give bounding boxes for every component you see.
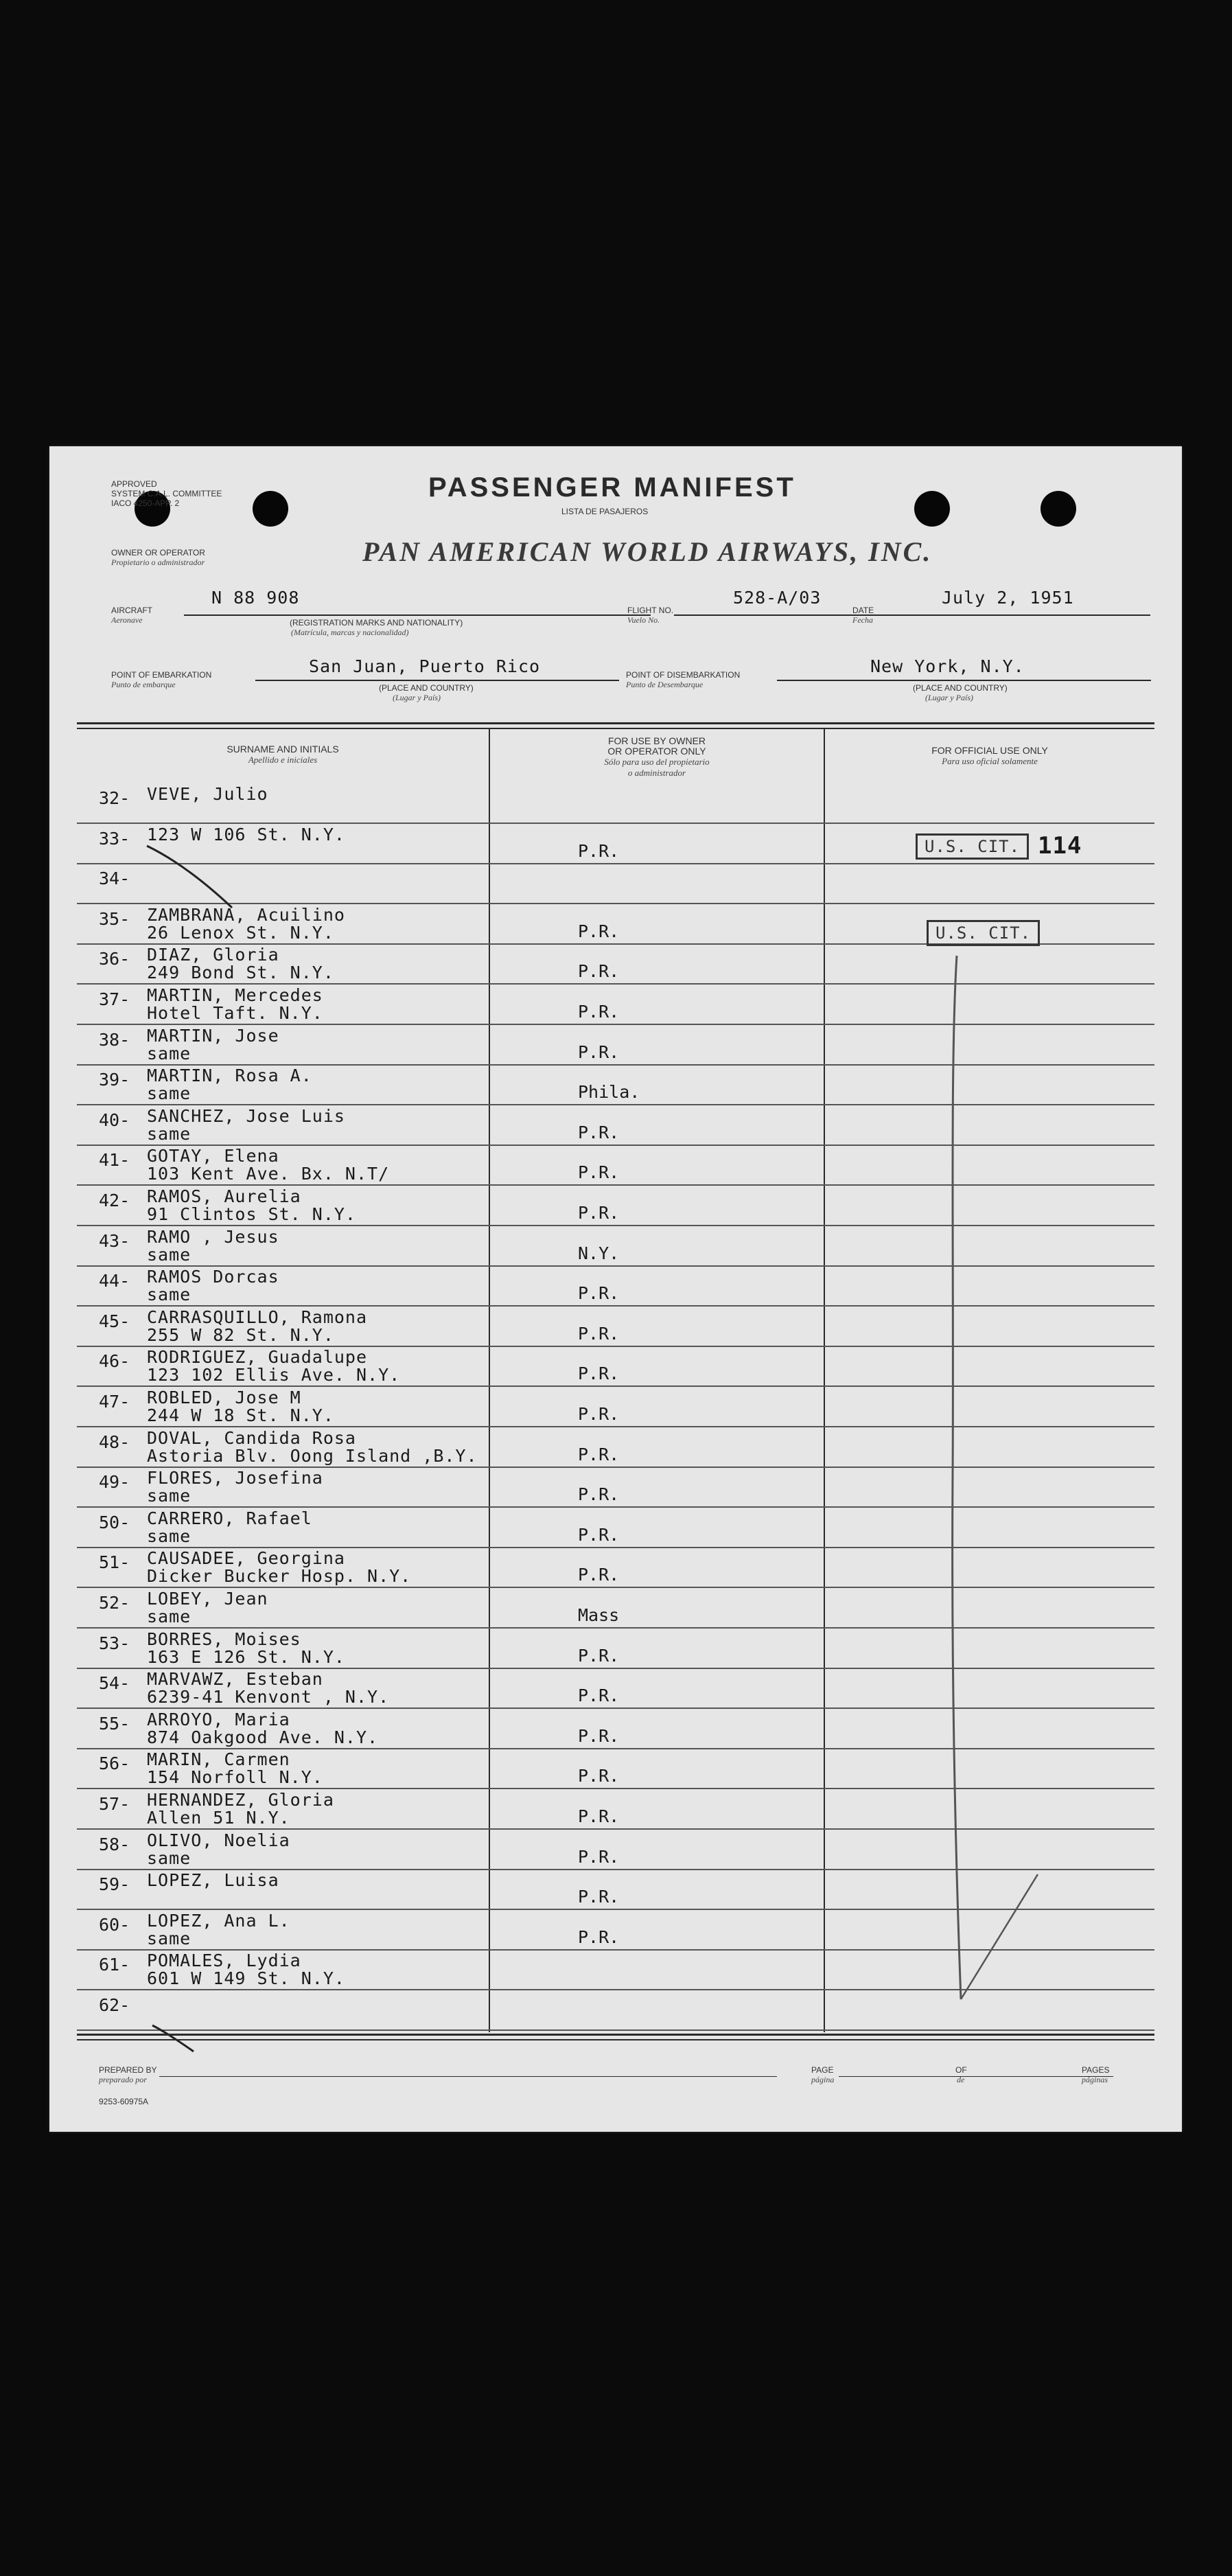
origin-code: P.R. bbox=[578, 1725, 620, 1746]
of-label: OF bbox=[955, 2065, 967, 2075]
passenger-address: 249 Bond St. N.Y. bbox=[147, 963, 334, 983]
passenger-name: RAMOS, Aurelia bbox=[147, 1186, 301, 1206]
passenger-name: CAUSADEE, Georgina bbox=[147, 1548, 345, 1569]
row-number: 41- bbox=[99, 1150, 130, 1171]
col2-label-es-1: Sólo para uso del propietario bbox=[604, 757, 710, 767]
page-subtitle: LISTA DE PASAJEROS bbox=[561, 507, 649, 516]
aircraft-label-es: Aeronave bbox=[111, 615, 143, 625]
citizenship-stamp-2: U.S. CIT. bbox=[927, 920, 1040, 946]
row-number: 61- bbox=[99, 1955, 130, 1975]
origin-code: P.R. bbox=[578, 921, 620, 941]
row-number: 57- bbox=[99, 1794, 130, 1814]
approval-line-1: APPROVED bbox=[111, 479, 157, 489]
passenger-address: same bbox=[147, 1526, 191, 1546]
embark-note: (PLACE AND COUNTRY) bbox=[379, 683, 474, 693]
flight-value: 528-A/03 bbox=[733, 588, 822, 608]
embark-label-es: Punto de embarque bbox=[111, 680, 176, 689]
passenger-name: RAMO , Jesus bbox=[147, 1226, 279, 1247]
date-value: July 2, 1951 bbox=[942, 588, 1074, 608]
approval-line-2: SYSTEM C.A.L. COMMITTEE bbox=[111, 489, 222, 498]
row-number: 52- bbox=[99, 1593, 130, 1613]
col2-label-es-2: o administrador bbox=[627, 768, 686, 778]
owner-label: OWNER OR OPERATOR bbox=[111, 548, 205, 557]
row-number: 49- bbox=[99, 1472, 130, 1493]
passenger-address: 601 W 149 St. N.Y. bbox=[147, 1968, 345, 1989]
passenger-address: 26 Lenox St. N.Y. bbox=[147, 922, 334, 943]
passenger-address: same bbox=[147, 1285, 191, 1305]
registration-note: (REGISTRATION MARKS AND NATIONALITY) bbox=[290, 618, 463, 628]
row-number: 53- bbox=[99, 1633, 130, 1653]
row-number: 51- bbox=[99, 1552, 130, 1573]
prepared-label-es: preparado por bbox=[99, 2075, 147, 2084]
disembark-label-es: Punto de Desembarque bbox=[626, 680, 704, 689]
row-number: 45- bbox=[99, 1311, 130, 1331]
col2-label-2: OR OPERATOR ONLY bbox=[607, 746, 706, 757]
passenger-name: ROBLED, Jose M bbox=[147, 1388, 301, 1407]
passenger-name: MARIN, Carmen bbox=[147, 1749, 290, 1770]
passenger-name: CARRASQUILLO, Ramona bbox=[147, 1307, 368, 1327]
origin-code: P.R. bbox=[578, 1162, 620, 1183]
passenger-name: ARROYO, Maria bbox=[147, 1709, 290, 1729]
passenger-address: 123 102 Ellis Ave. N.Y. bbox=[147, 1365, 401, 1385]
row-number: 54- bbox=[99, 1673, 130, 1694]
passenger-name: LOPEZ, Luisa bbox=[147, 1870, 279, 1891]
row-number: 47- bbox=[99, 1392, 130, 1412]
passenger-address: same bbox=[147, 1083, 191, 1104]
row-number: 44- bbox=[99, 1271, 130, 1291]
passenger-name: RODRIGUEZ, Guadalupe bbox=[147, 1347, 368, 1368]
origin-code: P.R. bbox=[578, 1484, 620, 1505]
origin-code: P.R. bbox=[578, 1323, 620, 1344]
owner-label-es: Propietario o administrador bbox=[111, 557, 205, 567]
pencil-slash-row-62 bbox=[152, 2025, 194, 2051]
aircraft-label: AIRCRAFT bbox=[111, 606, 152, 615]
prepared-underline bbox=[159, 2076, 777, 2077]
page-label-es: página bbox=[811, 2075, 835, 2084]
passenger-address: same bbox=[147, 1043, 191, 1063]
passenger-name: MARTIN, Jose bbox=[147, 1025, 279, 1046]
row-number: 48- bbox=[99, 1431, 130, 1452]
passenger-name: CARRERO, Rafael bbox=[147, 1508, 312, 1528]
origin-code: P.R. bbox=[578, 1002, 620, 1022]
passenger-name: POMALES, Lydia bbox=[147, 1951, 301, 1971]
passenger-address: same bbox=[147, 1848, 191, 1868]
passenger-address: same bbox=[147, 1244, 191, 1265]
passenger-name: LOPEZ, Ana L. bbox=[147, 1910, 290, 1931]
footer-rule bbox=[77, 2034, 1154, 2036]
row-number: 37- bbox=[99, 989, 130, 1009]
row-number: 38- bbox=[99, 1029, 130, 1050]
flight-label-es: Vuelo No. bbox=[627, 615, 660, 625]
row-number: 58- bbox=[99, 1834, 130, 1854]
origin-code: P.R. bbox=[578, 1524, 620, 1545]
row-number: 35- bbox=[99, 908, 130, 929]
passenger-name: MARVAWZ, Esteban bbox=[147, 1669, 323, 1690]
origin-code: N.Y. bbox=[578, 1243, 620, 1263]
passenger-address: 244 W 18 St. N.Y. bbox=[147, 1405, 334, 1425]
passenger-address: same bbox=[147, 1607, 191, 1626]
origin-code: P.R. bbox=[578, 1887, 620, 1907]
origin-code: P.R. bbox=[578, 840, 620, 861]
passenger-address: same bbox=[147, 1123, 191, 1144]
passenger-address: 255 W 82 St. N.Y. bbox=[147, 1324, 334, 1345]
pencil-vertical-line bbox=[953, 956, 961, 1999]
aircraft-value: N 88 908 bbox=[211, 588, 300, 608]
passenger-address: 103 Kent Ave. Bx. N.T/ bbox=[147, 1164, 390, 1184]
row-number: 55- bbox=[99, 1713, 130, 1734]
pages-label-es: páginas bbox=[1082, 2075, 1108, 2084]
passenger-name: MARTIN, Mercedes bbox=[147, 985, 323, 1005]
passenger-address: 163 E 126 St. N.Y. bbox=[147, 1646, 345, 1667]
origin-code: P.R. bbox=[578, 1806, 620, 1826]
disembark-note-es: (Lugar y País) bbox=[925, 693, 973, 702]
page-underline bbox=[839, 2076, 997, 2077]
origin-code: P.R. bbox=[578, 1122, 620, 1142]
passenger-name: RAMOS Dorcas bbox=[147, 1267, 279, 1287]
col3-label-es: Para uso oficial solamente bbox=[942, 756, 1038, 766]
embark-label: POINT OF EMBARKATION bbox=[111, 670, 212, 680]
origin-code: P.R. bbox=[578, 1444, 620, 1464]
row-number: 42- bbox=[99, 1191, 130, 1210]
passenger-name: HERNANDEZ, Gloria bbox=[147, 1790, 334, 1810]
passenger-name: OLIVO, Noelia bbox=[147, 1830, 290, 1850]
passenger-address: Dicker Bucker Hosp. N.Y. bbox=[147, 1566, 412, 1587]
row-number: 59- bbox=[99, 1874, 130, 1895]
passenger-name: 123 W 106 St. N.Y. bbox=[147, 824, 345, 844]
disembark-value: New York, N.Y. bbox=[870, 656, 1025, 676]
origin-code: P.R. bbox=[578, 1404, 620, 1424]
row-number: 36- bbox=[99, 949, 130, 969]
passenger-address: Hotel Taft. N.Y. bbox=[147, 1003, 323, 1023]
date-label-es: Fecha bbox=[852, 615, 873, 625]
row-number: 43- bbox=[99, 1230, 130, 1251]
origin-code: P.R. bbox=[578, 1565, 620, 1585]
date-label: DATE bbox=[852, 606, 874, 615]
origin-code: P.R. bbox=[578, 1042, 620, 1062]
row-number: 46- bbox=[99, 1351, 130, 1372]
origin-code: P.R. bbox=[578, 1283, 620, 1304]
origin-code: P.R. bbox=[578, 1203, 620, 1223]
row-number: 50- bbox=[99, 1512, 130, 1532]
passenger-address: Allen 51 N.Y. bbox=[147, 1808, 290, 1828]
citizenship-stamp-1: U.S. CIT. bbox=[916, 833, 1029, 860]
embark-value: San Juan, Puerto Rico bbox=[309, 656, 541, 676]
pencil-check-stroke bbox=[961, 1874, 1038, 1999]
page-title: PASSENGER MANIFEST bbox=[428, 472, 796, 503]
page-label: PAGE bbox=[811, 2065, 834, 2075]
of-label-es: de bbox=[957, 2075, 965, 2084]
passenger-address: 154 Norfoll N.Y. bbox=[147, 1767, 323, 1788]
passenger-name: VEVE, Julio bbox=[147, 784, 268, 804]
row-number: 62- bbox=[99, 1995, 130, 2015]
embark-note-es: (Lugar y País) bbox=[393, 693, 441, 702]
col1-label-es: Apellido e iniciales bbox=[248, 755, 318, 765]
row-number: 34- bbox=[99, 869, 130, 889]
origin-code: P.R. bbox=[578, 1766, 620, 1786]
owner-value: PAN AMERICAN WORLD AIRWAYS, INC. bbox=[362, 536, 933, 567]
approval-line-3: IACO 4250-APP. 2 bbox=[111, 498, 180, 508]
disembark-note: (PLACE AND COUNTRY) bbox=[913, 683, 1008, 693]
registration-note-es: (Matrícula, marcas y nacionalidad) bbox=[291, 628, 409, 637]
prepared-label: PREPARED BY bbox=[99, 2065, 157, 2075]
passenger-address: Astoria Blv. Oong Island ,B.Y. bbox=[147, 1445, 478, 1466]
passenger-address: 874 Oakgood Ave. N.Y. bbox=[147, 1727, 379, 1747]
origin-code: P.R. bbox=[578, 1927, 620, 1947]
flight-label: FLIGHT NO. bbox=[627, 606, 674, 615]
passenger-name: SANCHEZ, Jose Luis bbox=[147, 1105, 345, 1126]
citizen-count: 114 bbox=[1038, 832, 1082, 860]
col3-label: FOR OFFICIAL USE ONLY bbox=[931, 745, 1048, 756]
row-number: 32- bbox=[99, 788, 130, 808]
origin-code: P.R. bbox=[578, 1686, 620, 1706]
passenger-name: GOTAY, Elena bbox=[147, 1146, 279, 1166]
row-number: 33- bbox=[99, 828, 130, 849]
origin-code: P.R. bbox=[578, 1364, 620, 1384]
pencil-marks bbox=[49, 446, 1182, 2132]
passenger-name: DIAZ, Gloria bbox=[147, 945, 279, 965]
manifest-sheet bbox=[49, 446, 1182, 2132]
pages-label: PAGES bbox=[1082, 2065, 1110, 2075]
passenger-name: DOVAL, Candida Rosa bbox=[147, 1427, 356, 1448]
origin-code: Phila. bbox=[578, 1082, 640, 1103]
passenger-name: ZAMBRANA, Acuilino bbox=[147, 904, 345, 925]
passenger-name: MARTIN, Rosa A. bbox=[147, 1066, 312, 1086]
passenger-name: FLORES, Josefina bbox=[147, 1468, 323, 1488]
disembark-label: POINT OF DISEMBARKATION bbox=[626, 670, 741, 680]
row-number: 39- bbox=[99, 1070, 130, 1090]
passenger-address: 6239-41 Kenvont , N.Y. bbox=[147, 1687, 390, 1707]
origin-code: P.R. bbox=[578, 1645, 620, 1666]
origin-code: P.R. bbox=[578, 961, 620, 982]
passenger-address: same bbox=[147, 1928, 191, 1948]
row-number: 40- bbox=[99, 1109, 130, 1130]
origin-code: Mass bbox=[578, 1605, 620, 1625]
col2-label-1: FOR USE BY OWNER bbox=[607, 735, 706, 746]
pencil-slash-row-34 bbox=[147, 846, 232, 908]
footer-rule-2 bbox=[77, 2039, 1154, 2040]
passenger-address: same bbox=[147, 1486, 191, 1506]
passenger-name: BORRES, Moises bbox=[147, 1629, 301, 1649]
col1-label: SURNAME AND INITIALS bbox=[226, 744, 339, 755]
passenger-name: LOBEY, Jean bbox=[147, 1589, 268, 1609]
row-number: 56- bbox=[99, 1753, 130, 1774]
form-number: 9253-60975A bbox=[99, 2097, 149, 2106]
passenger-address: 91 Clintos St. N.Y. bbox=[147, 1204, 356, 1224]
origin-code: P.R. bbox=[578, 1846, 620, 1867]
row-number: 60- bbox=[99, 1914, 130, 1935]
